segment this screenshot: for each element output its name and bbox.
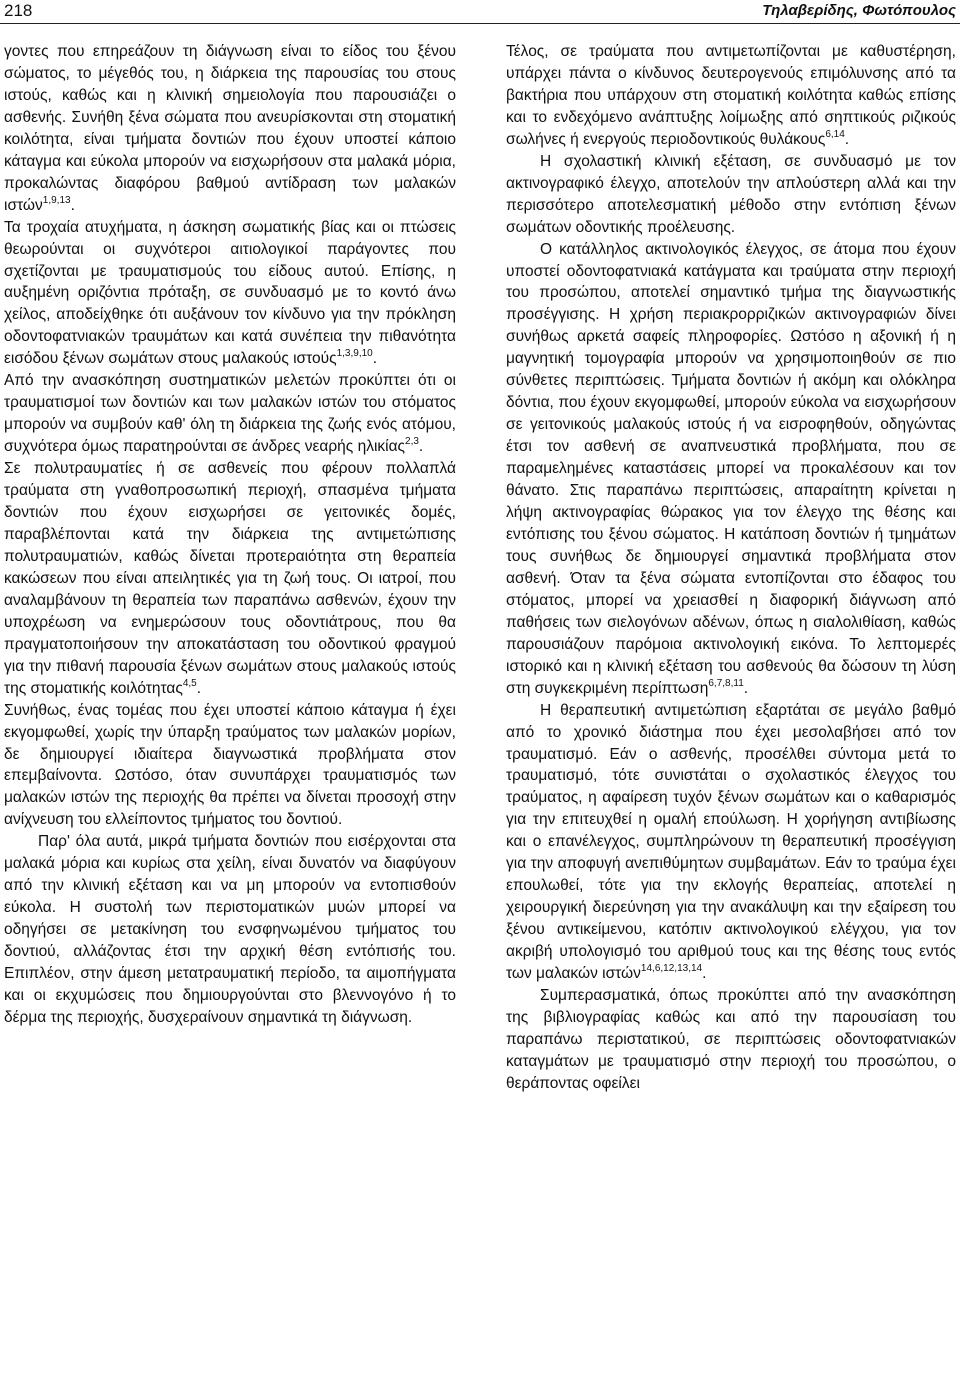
- citation: 1,9,13: [42, 194, 71, 206]
- citation: 4,5: [182, 677, 197, 689]
- page-number: 218: [4, 1, 33, 20]
- paragraph: Παρ' όλα αυτά, μικρά τμήματα δοντιών που εισέρχονται στα μαλακά μόρια και κυρίως στα χείλη, είναι δυνατόν να διαφύγουν από την κλινική εξέταση και να μη μπορούν να εντοπισθούν εύκολα. Η συστολή των περιστοματικών μυών μπορεί να οδηγήσει σε μετακίνηση του ενσφηνωμένου τμήματος του δοντιού, αλλάζοντας έτσι την αρχική θέση εντόπισής του. Επιπλέον, στην άμεση μετατραυματική περίοδο, τα αιμοπήγματα και οι εκχυμώσεις που δημιουργούνται στο βλεννογόνο ή το δέρμα της περιοχής, δυσχεραίνουν σημαντικά τη διάγνωση.: [4, 833, 456, 1026]
- paragraph: Η σχολαστική κλινική εξέταση, σε συνδυασμό με τον ακτινογραφικό έλεγχο, αποτελούν την απλούστερη αλλά και την περισσότερο αποτελεσματική μέθοδο στην εντόπιση ξένων σωμάτων οδοντικής προέλευσης.: [506, 152, 956, 236]
- paragraph: Η θεραπευτική αντιμετώπιση εξαρτάται σε μεγάλο βαθμό από το χρονικό διάστημα που έχει μεσολαβήσει από τον τραυματισμό. Εάν ο ασθενής, προσέλθει σύντομα μετά το τραυματισμό, τότε συνιστάται ο σχολαστικός έλεγχος του τραύματος, η αφαίρεση τυχόν ξένων σωμάτων και ο καθαρισμός για την επιτευχθεί η ομαλή επούλωση. Η χορήγηση αντιβίωσης και ο επανέλεγχος, συμπληρώνουν τη θεραπευτική προσέγγιση για την αποφυγή ανεπιθύμητων συμβαμάτων. Εάν το τραύμα έχει επουλωθεί, τότε για την εκλογής θεραπείας, αποτελεί η χειρουργική διερεύνηση για την ανακάλυψη και την εξαίρεση του ξένου αντικείμενου, κατόπιν ακτινολογικού ελέγχου, για τον ακριβή υπολογισμό του αριθμού τους και της θέσης τους εντός των μαλακών ιστών$^{14,6,12,13,14}$.: [506, 701, 956, 983]
- running-head-authors: Τηλαβερίδης, Φωτόπουλος: [762, 2, 956, 19]
- citation: 1,3,9,10: [336, 348, 373, 360]
- paragraph: Σε πολυτραυματίες ή σε ασθενείς που φέρουν πολλαπλά τραύματα στη γναθοπροσωπική περιοχή, σπασμένα τμήματα δοντιών που έχουν εισχωρήσει σε γειτονικές δομές, παραβλέπονται κατά την διάρκεια της αντιμετώπισης πολυτραυματιών, καθώς δίνεται προτεραιότητα στη θεραπεία κακώσεων που είναι απειλητικές για τη ζωή τους. Οι ιατροί, που αναλαμβάνουν τη θεραπεία των παραπάνω ασθενών, έχουν την υποχρέωση να ενημερώσουν τους οδοντιάτρους, που θα πραγματοποιήσουν την αποκατάσταση του οδοντικού φραγμού για την πιθανή παρουσία ξένων σωμάτων στους μαλακούς ιστούς της στοματικής κοιλότητας$^{4,5}$.: [4, 460, 456, 697]
- paragraph: Ο κατάλληλος ακτινολογικός έλεγχος, σε άτομα που έχουν υποστεί οδοντοφατνιακά κατάγματα και τραύματα στην περιοχή του προσώπου, αποτελεί σημαντικό τμήμα της διαγνωστικής προσέγγισης. Η χρήση περιακρορριζικών ακτινογραφιών δίνει συνήθως αρκετά σαφείς πληροφορίες. Ωστόσο η αξονική ή η μαγνητική τομογραφία μπορούν να χρησιμοποιηθούν σε πιο σύνθετες περιπτώσεις. Τμήματα δοντιών ή ακόμη και ολόκληρα δόντια, που έχουν εκγομφωθεί, μπορούν εύκολα να εισχωρήσουν σε γειτονικούς μαλακούς ιστούς ή να εισροφηθούν, οδηγώντας έτσι τον ασθενή σε αναπνευστικά προβλήματα, που σε παραμελημένες καταστάσεις μπορεί να προκαλέσουν και τον θάνατο. Στις παραπάνω περιπτώσεις, απαραίτητη κρίνεται η λήψη ακτινογραφίας θώρακος για τον έλεγχο της θέσης και εντόπισης του ξένου σώματος. Η κατάποση δοντιών ή τμημάτων τους συνήθως δε δημιουργεί σημαντικά προβλήματα στον ασθενή. Όταν τα ξένα σώματα εντοπίζονται στο έδαφος του στόματος, μπορεί να χρειασθεί η διαφορική διάγνωση από παθήσεις των σιελογόνων αδένων, όπως η σιαλολιθίαση, καθώς παρουσιάζουν παρόμοια ακτινολογική εικόνα. Το λεπτομερές ιστορικό και η κλινική εξέταση του ασθενούς θα δώσουν τη λύση στη συγκεκριμένη περίπτωση$^{6,7,8,11}$.: [506, 240, 956, 697]
- citation: 6,14: [825, 128, 845, 140]
- paragraph: Τα τροχαία ατυχήματα, η άσκηση σωματικής βίας και οι πτώσεις θεωρούνται οι συχνότεροι αιτιολογικοί παράγοντες που σχετίζονται με τραυματισμούς του είδους αυτού. Επίσης, η αυξημένη οριζόντια πρόταξη, σε συνδυασμό με το κοντό άνω χείλος, αποδείχθηκε ότι αυξάνουν τον κίνδυνο για την πρόκληση οδοντοφατνιακών τραυμάτων και κατά συνέπεια την πιθανότητα εισόδου ξένων σωμάτων στους μαλακούς ιστούς$^{1,3,9,10}$.: [4, 218, 456, 368]
- citation: 2,3: [405, 436, 419, 448]
- paragraph: Συμπερασματικά, όπως προκύπτει από την ανασκόπηση της βιβλιογραφίας καθώς και από την παρουσίαση του παραπάνω περιστατικού, σε περιπτώσεις οδοντοφατνιακών καταγμάτων με τραυματισμό στην περιοχή του προσώπου, ο θεράποντας οφείλει: [506, 986, 956, 1092]
- citation: 6,7,8,11: [708, 677, 744, 689]
- paragraph: Τέλος, σε τραύματα που αντιμετωπίζονται με καθυστέρηση, υπάρχει πάντα ο κίνδυνος δευτερογενούς επιμόλυνσης από τα βακτήρια που υπάρχουν στη στοματική κοιλότητα καθώς επίσης και το ενδεχόμενο ανάπτυξης λοίμωξης από σηπτικούς ριζικούς σωλήνες ή ενεργούς περιοδοντικούς θυλάκους$^{6,14}$.: [506, 43, 956, 148]
- right-column: [506, 41, 956, 1095]
- page-header: [0, 0, 960, 24]
- paragraph: Από την ανασκόπηση συστηματικών μελετών προκύπτει ότι οι τραυματισμοί των δοντιών και των μαλακών ιστών του στόματος μπορούν να συμβούν καθ' όλη τη διάρκεια της ζωής ενός ατόμου, συχνότερα όμως παρατηρούνται σε άνδρες νεαρής ηλικίας$^{2,3}$.: [4, 372, 456, 456]
- paragraph: γοντες που επηρεάζουν τη διάγνωση είναι το είδος του ξένου σώματος, το μέγεθός του, η διάρκεια της παρουσίας του στους ιστούς, καθώς και η κλινική σημειολογία που παρουσιάζει ο ασθενής. Συνήθη ξένα σώματα που ανευρίσκονται στη στοματική κοιλότητα, είναι τμήματα δοντιών που έχουν υποστεί κάποιο κάταγμα και εύκολα μπορούν να εισχωρήσουν στα μαλακά μόρια, προκαλώντας διαφόρου βαθμού αντίδραση των μαλακών ιστών$^{1,9,13}$.: [4, 43, 456, 214]
- left-column: [4, 41, 456, 1029]
- paragraph: Συνήθως, ένας τομέας που έχει υποστεί κάποιο κάταγμα ή έχει εκγομφωθεί, χωρίς την ύπαρξη τραύματος των μαλακών μορίων, δε δημιουργεί ιδιαίτερα διαγνωστικά προβλήματα στον επεμβαίνοντα. Ωστόσο, όταν συνυπάρχει τραυματισμός των μαλακών ιστών της περιοχής θα πρέπει να δίνεται προσοχή στην ανίχνευση του ελλείποντος τμήματος του δοντιού.: [4, 701, 456, 829]
- citation: 14,6,12,13,14: [640, 963, 703, 975]
